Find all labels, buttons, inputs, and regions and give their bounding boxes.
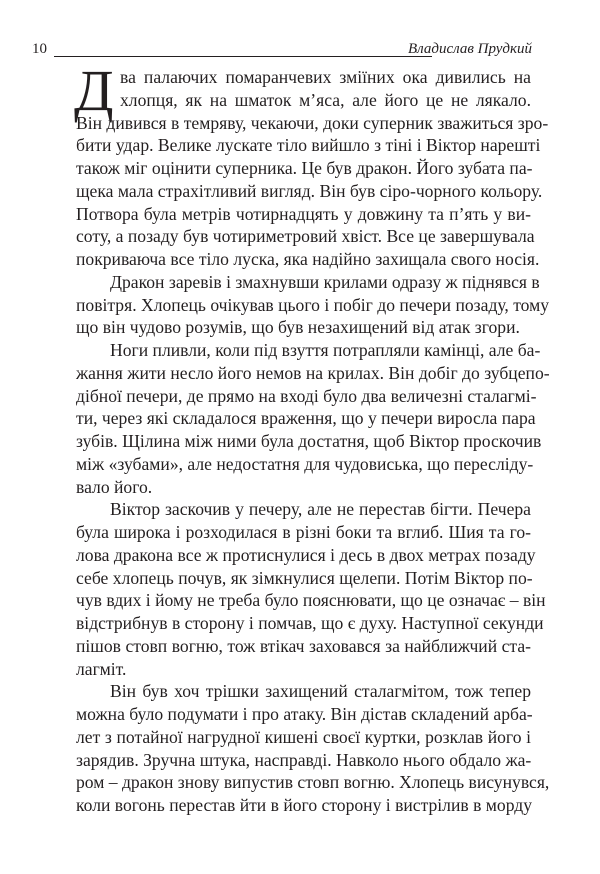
text-line: пішов стовп вогню, тож втікач заховався за найближчий ста-: [76, 635, 531, 656]
text-line: лагміт.: [76, 658, 127, 679]
text-line: жання жити несло його немов на крилах. Він добіг до зубцепо-: [76, 362, 550, 383]
text-line: між «зубами», але недостатня для чудовиська, що пересліду-: [76, 453, 534, 474]
text-line: ром – дракон знову випустив стовп вогню. Хлопець висунувся,: [76, 772, 550, 793]
text-line: ти, через які складалося враження, що у печери виросла пара: [76, 408, 536, 429]
text-line: Він був хоч трішки захищений сталагмітом, тож тепер: [110, 681, 531, 702]
text-line: чув вдих і йому не треба було пояснювати, що це означає – він: [76, 590, 546, 611]
text-line: зубів. Щілина між ними була достатня, щоб Віктор проскочив: [76, 431, 542, 451]
text-line: Віктор заскочив у печеру, але не перестав бігти. Печера: [110, 499, 531, 520]
text-line: Дракон заревів і змахнувши крилами одразу ж піднявся в: [110, 271, 540, 292]
running-header-author: Владислав Прудкий: [408, 41, 532, 57]
text-line: хлопця, як на шматок м’яса, але його це не лякало.: [120, 89, 531, 110]
text-line: зарядив. Зручна штука, насправді. Навколо нього обдало жа-: [76, 749, 532, 770]
text-line: Ноги пливли, коли під взуття потрапляли камінці, але ба-: [110, 340, 541, 360]
page-number: 10: [32, 41, 47, 57]
text-line: щека мала страхітливий вигляд. Він був сіро-чорного кольору.: [76, 180, 543, 201]
text-line: лова дракона все ж протиснулися і десь в двох метрах позаду: [76, 544, 536, 565]
text-line: дібної печери, де прямо на вході було два величезні сталагмі-: [76, 385, 537, 406]
text-line: лет з потайної нагрудної кишені своєї куртки, розклав його і: [76, 726, 531, 747]
text-line: соту, а позаду був чотириметровий хвіст. Все це завершувала: [76, 226, 535, 247]
body-text: [74, 58, 550, 817]
text-line: вало його.: [76, 476, 153, 497]
text-line: можна було подумати і про атаку. Він дістав складений арба-: [76, 704, 533, 724]
drop-cap: Д: [74, 58, 114, 123]
text-line: покриваюча все тіло луска, яка надійно захищала свого носія.: [76, 249, 540, 269]
text-line: Він дивився в темряву, чекаючи, доки суперник зважиться зро-: [76, 112, 549, 133]
header-rule: [54, 56, 432, 57]
text-line: бити удар. Велике лускате тіло вийшло з тіні і Віктор нарешті: [76, 135, 541, 156]
text-line: також міг оцінити суперника. Це був дракон. Його зубата па-: [76, 158, 533, 178]
text-line: була широка і розходилася в різні боки та вглиб. Шия та го-: [76, 522, 531, 542]
text-line: Потвора була метрів чотирнадцять у довжину та п’ять у ви-: [76, 203, 531, 224]
text-line: себе хлопець почув, як зімкнулися щелепи. Потім Віктор по-: [76, 567, 533, 588]
text-line: що він чудово розумів, що був незахищений від атак згори.: [76, 317, 520, 338]
text-line: коли вогонь перестав йти в його сторону і вистрілив в морду: [76, 795, 533, 815]
text-line: відстрибнув в сторону і помчав, що є духу. Наступної секунди: [76, 613, 544, 633]
text-line: повітря. Хлопець очікував цього і побіг до печери позаду, тому: [76, 294, 550, 315]
text-line: ва палаючих помаранчевих зміїних ока дивились на: [120, 67, 531, 87]
